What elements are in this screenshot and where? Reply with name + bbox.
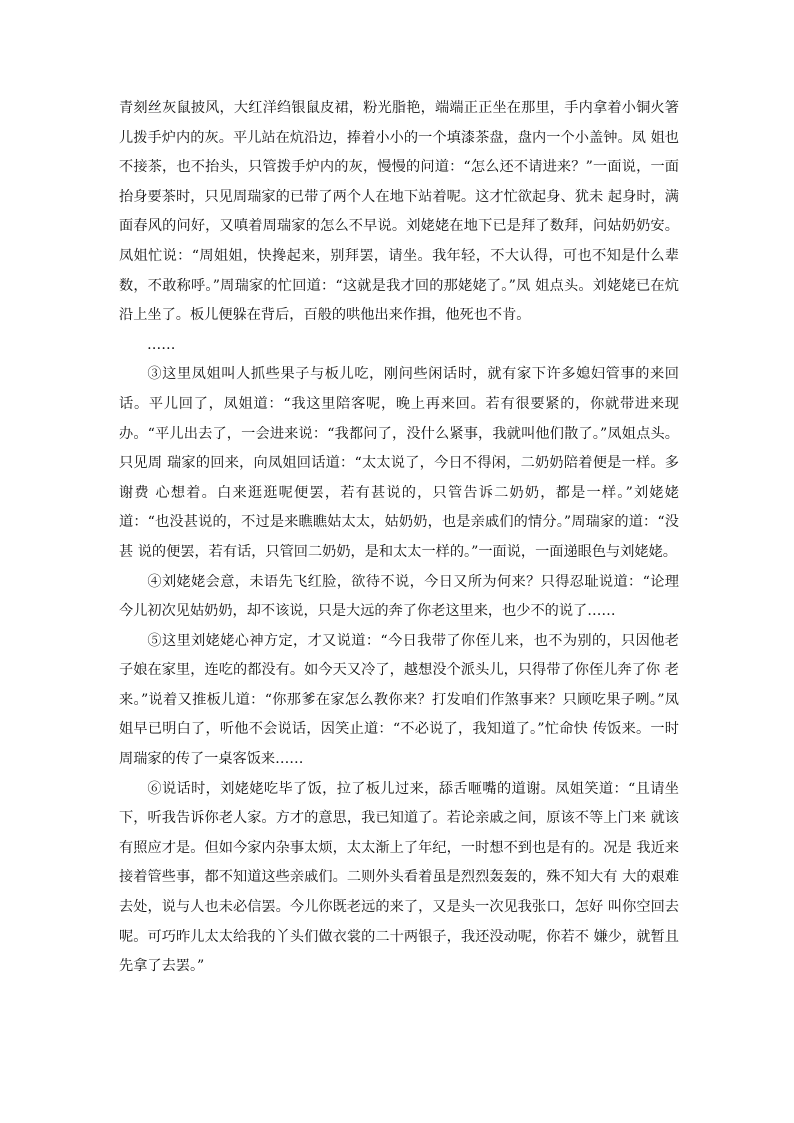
paragraph-opening: 青刻丝灰鼠披风，大红洋绉银鼠皮裙，粉光脂艳，端端正正坐在那里，手内拿着小铜火箸儿拨手炉内的灰。平儿站在炕沿边，捧着小小的一个填漆茶盘，盘内一个小盖钟。凤 姐也不接茶，也不抬头，只管拨手炉内的灰，慢慢的问道：“怎么还不请进来？”一面说，一面抬身要茶时，只见周瑞家的已带了两个人在地下站着呢。这才忙欲起身、犹未 起身时，满面春风的问好，又嗔着周瑞家的怎么不早说。刘姥姥在地下已是拜了数拜，问姑奶奶安。凤姐忙说：“周姐姐，快搀起来，别拜罢，请坐。我年轻，不大认得，可也不知是什么辈数，不敢称呼。”周瑞家的忙回道：“这就是我才回的那姥姥了。”凤 姐点头。刘姥姥已在炕沿上坐了。板儿便躲在背后，百般的哄他出来作揖，他死也不肯。	[119, 100, 679, 324]
ellipsis-line: ……	[147, 336, 176, 353]
paragraph-3: ③这里凤姐叫人抓些果子与板儿吃，刚问些闲话时，就有家下许多媳妇管事的来回话。平儿回了，凤姐道：“我这里陪客呢，晚上再来回。若有很要紧的，你就带进来现办。“平儿出去了，一会进来说：“我都问了，没什么紧事，我就叫他们散了。”凤姐点头。只见周 瑞家的回来，向凤姐回话道：“太太说了，今日不得闲，二奶奶陪着便是一样。多谢费 心想着。白来逛逛呢便罢，若有甚说的，只管告诉二奶奶，都是一样。”刘姥姥道：“也没甚说的，不过是来瞧瞧姑太太，姑奶奶，也是亲戚们的情分。”周瑞家的道：“没甚 说的便罢，若有话，只管回二奶奶，是和太太一样的。”一面说，一面递眼色与刘姥姥。	[119, 366, 679, 560]
document-page	[119, 94, 679, 982]
paragraph-5: ⑤这里刘姥姥心神方定，才又说道：“今日我带了你侄儿来，也不为别的，只因他老子娘在家里，连吃的都没有。如今天又冷了，越想没个派头儿，只得带了你侄儿奔了你 老来。”说着又推板儿道：“你那爹在家怎么教你来？打发咱们作煞事来？只顾吃果子咧。”凤姐早已明白了，听他不会说话，因笑止道：“不必说了，我知道了。”忙命快 传饭来。一时周瑞家的传了一桌客饭来……	[119, 632, 679, 768]
paragraph-4: ④刘姥姥会意，未语先飞红脸，欲待不说，今日又所为何来？只得忍耻说道：“论理今儿初次见姑奶奶，却不该说，只是大远的奔了你老这里来，也少不的说了……	[119, 573, 679, 620]
paragraph-6: ⑥说话时，刘姥姥吃毕了饭，拉了板儿过来，舔舌咂嘴的道谢。凤姐笑道：“且请坐下，听我告诉你老人家。方才的意思，我已知道了。若论亲戚之间，原该不等上门来 就该有照应才是。但如今家内杂事太烦，太太渐上了年纪，一时想不到也是有的。况是 我近来接着管些事，都不知道这些亲戚们。二则外头看着虽是烈烈轰轰的，殊不知大有 大的艰难去处，说与人也未必信罢。今儿你既老远的来了，又是头一次见我张口，怎好 叫你空回去呢。可巧昨儿太太给我的丫头们做衣裳的二十两银子，我还没动呢，你若不 嫌少，就暂且先拿了去罢。”	[119, 780, 679, 975]
